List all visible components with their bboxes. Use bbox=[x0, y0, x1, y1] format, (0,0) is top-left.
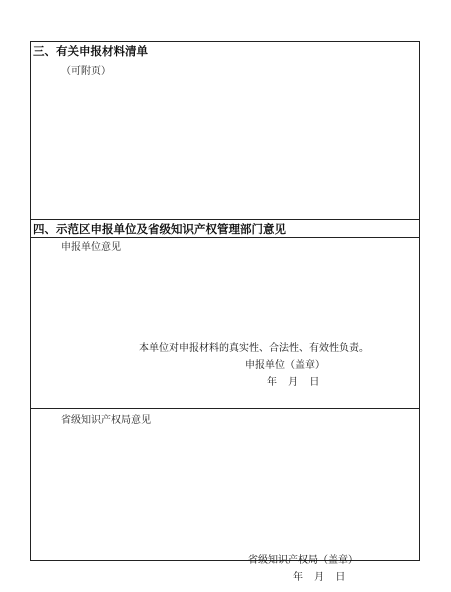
provincial-opinion-label: 省级知识产权局意见 bbox=[61, 415, 151, 426]
material-list-section bbox=[31, 42, 419, 220]
attachment-note: （可附页） bbox=[61, 66, 111, 77]
provincial-opinion-cell bbox=[31, 409, 419, 583]
opinions-section-header bbox=[31, 220, 419, 238]
provincial-date-line: 年 月 日 bbox=[293, 572, 346, 583]
application-form-table bbox=[30, 41, 420, 583]
applicant-opinion-cell bbox=[31, 238, 419, 409]
applicant-opinion-label: 申报单位意见 bbox=[61, 242, 121, 253]
applicant-seal-line: 申报单位（盖章） bbox=[245, 360, 325, 371]
provincial-seal-line: 省级知识产权局（盖章） bbox=[248, 555, 358, 566]
applicant-declaration: 本单位对申报材料的真实性、合法性、有效性负责。 bbox=[139, 343, 369, 354]
applicant-date-line: 年 月 日 bbox=[267, 377, 320, 388]
opinions-heading: 四、示范区申报单位及省级知识产权管理部门意见 bbox=[33, 222, 286, 236]
material-list-heading: 三、有关申报材料清单 bbox=[33, 44, 148, 58]
